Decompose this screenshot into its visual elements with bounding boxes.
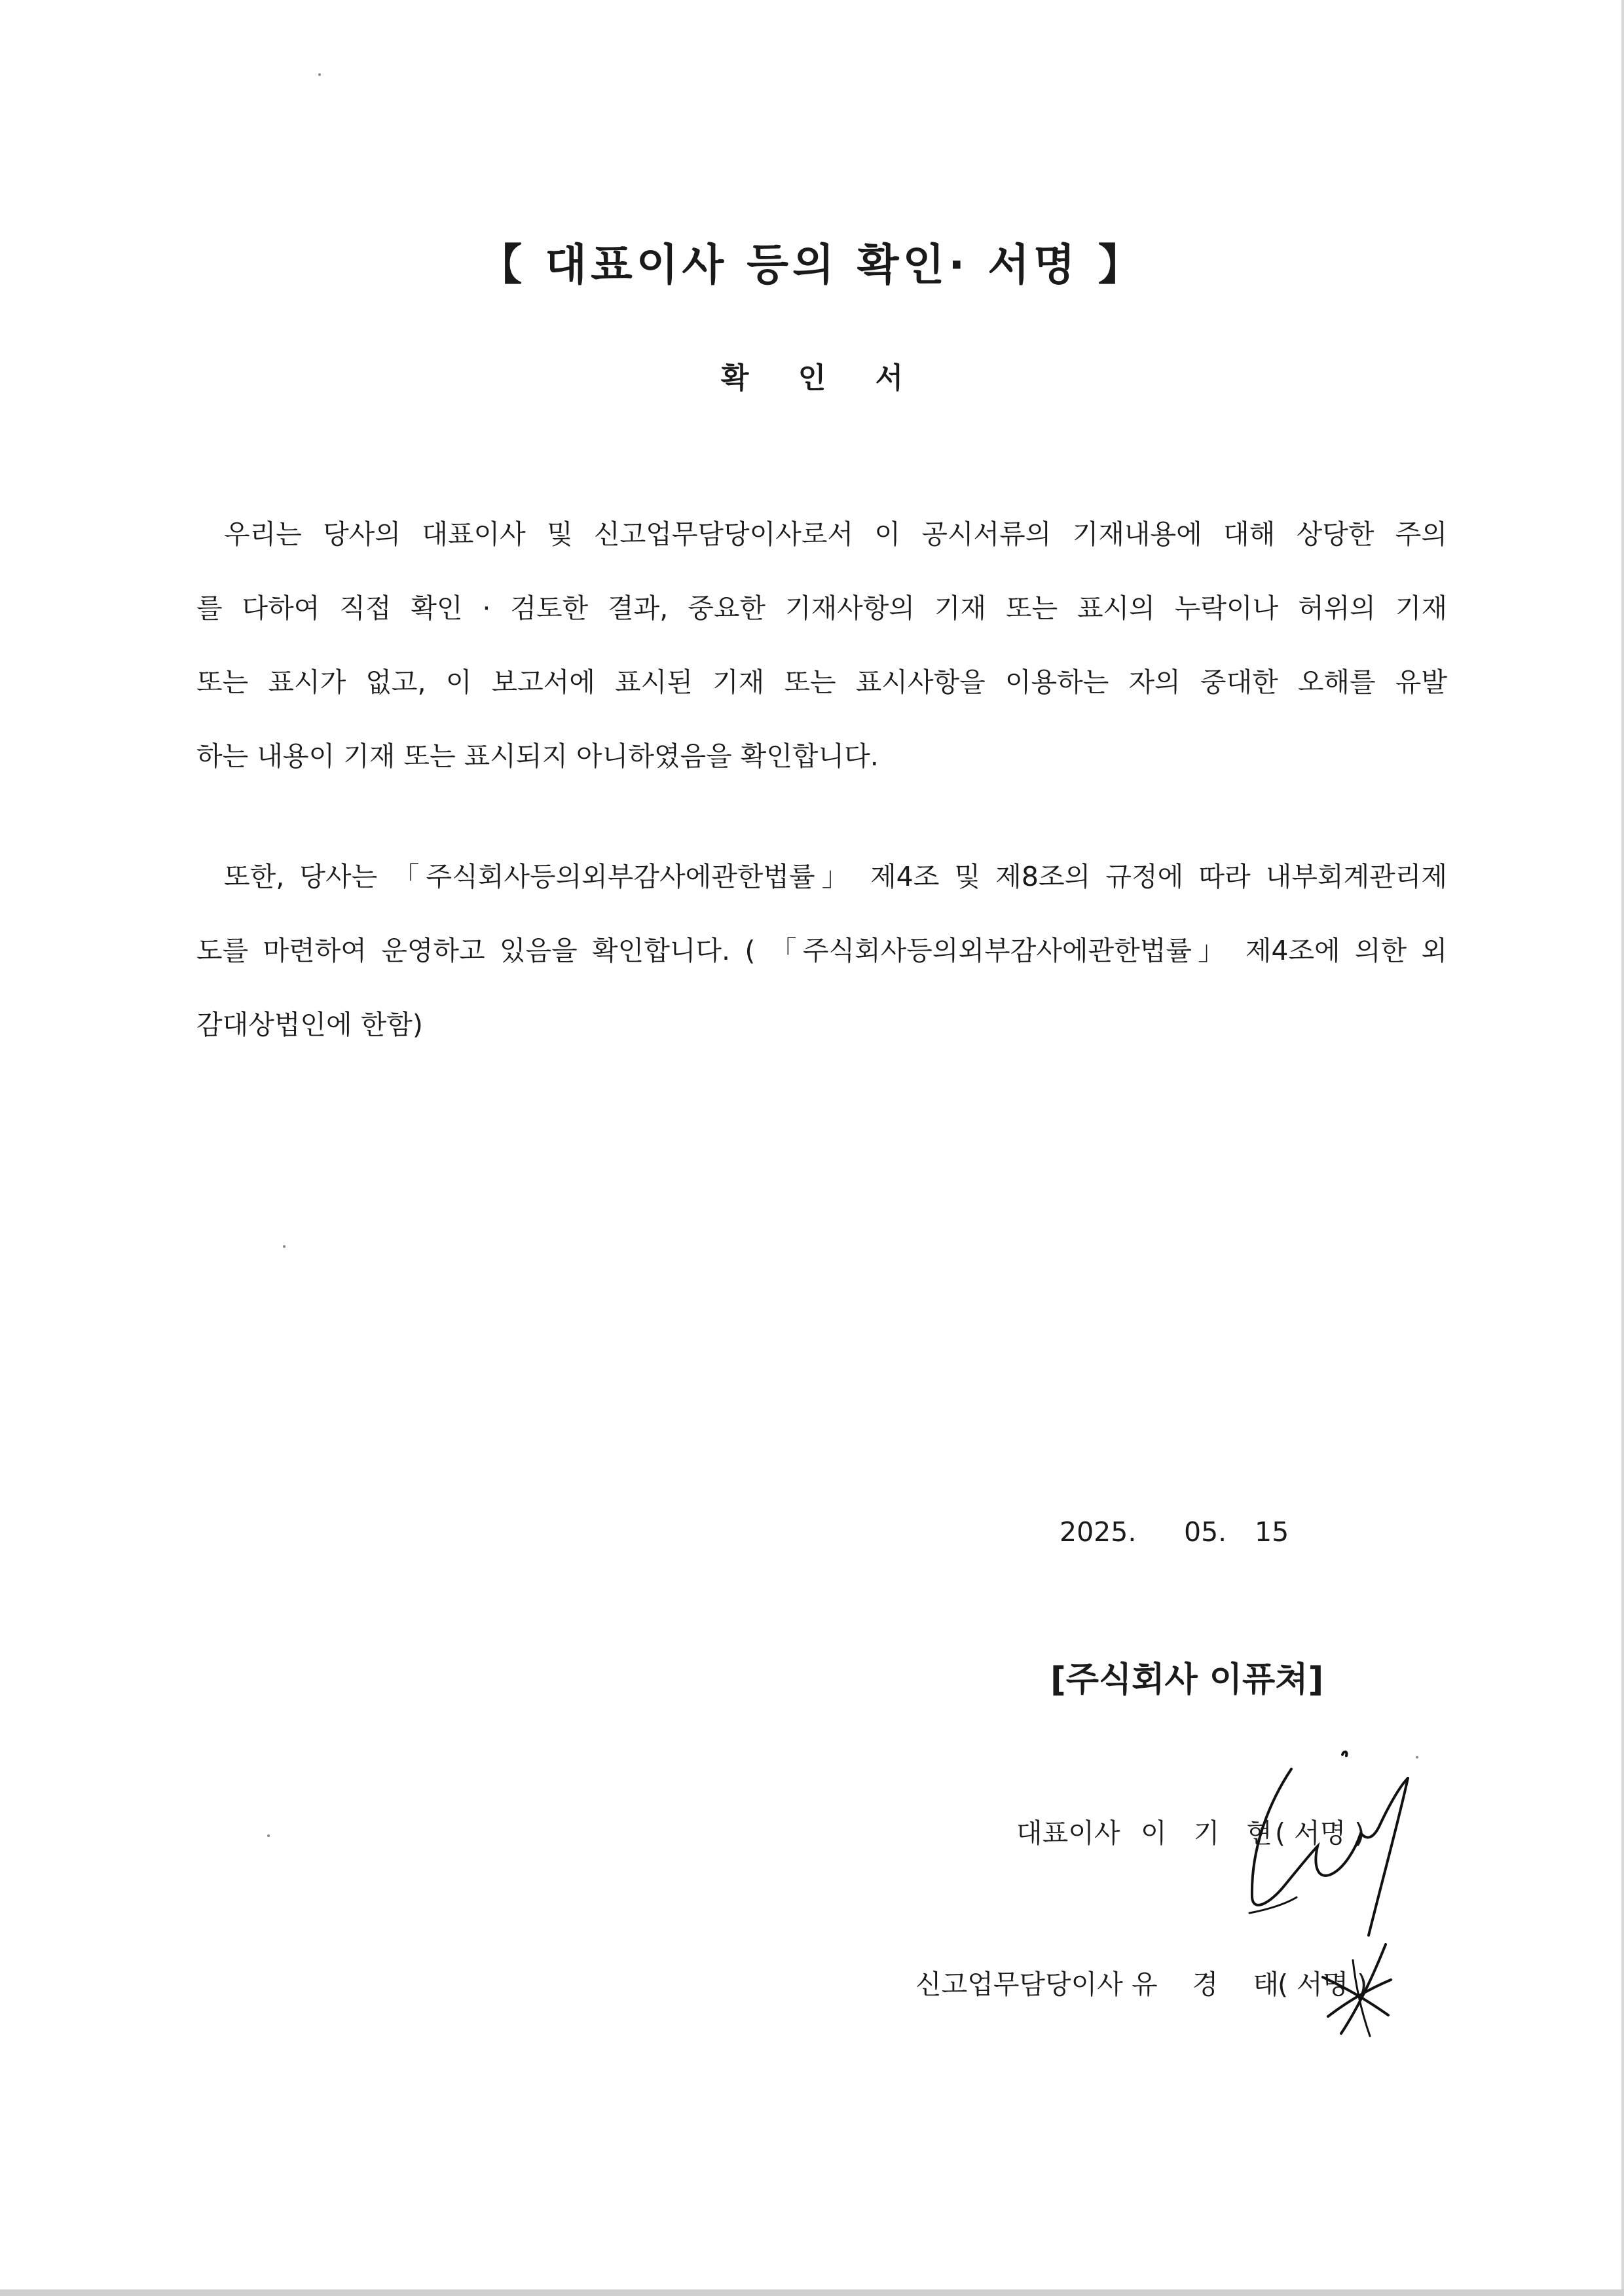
scan-edge-bottom [0,2289,1624,2296]
paragraph-line: 또한, 당사는 「주식회사등의외부감사에관한법률」 제4조 및 제8조의 규정에 따라 내부회계관리제 [224,861,1447,892]
scan-speck [283,1245,286,1248]
date-month: 05. [1184,1516,1227,1548]
paragraph-line: 또는 표시가 없고, 이 보고서에 표시된 기재 또는 표시사항을 이용하는 자의 중대한 오해를 유발 [196,666,1447,698]
paragraph-line: 도를 마련하여 운영하고 있음을 확인합니다. ( 「주식회사등의외부감사에관한법률」 제4조에 의한 외 [196,935,1447,966]
signer-name: 유 경 태 [1132,1969,1292,2000]
confirmation-paragraph [196,498,1447,793]
paragraph-line: 감대상법인에 한함) [196,1009,423,1040]
officer-handwritten-signature [1310,1931,1401,2043]
internal-control-paragraph [196,840,1447,1062]
main-title: 【 대표이사 등의 확인· 서명 】 [479,240,1145,290]
document-date [1060,1516,1289,1548]
signer-role: 대표이사 [1016,1817,1120,1849]
ceo-handwritten-signature [1244,1741,1480,1938]
signature-mark-label: ( 서명 ) [1278,1969,1368,2000]
scan-speck [267,1834,270,1837]
scan-edge-right [1621,0,1624,2296]
scan-speck [318,73,321,76]
paragraph-line: 우리는 당사의 대표이사 및 신고업무담당이사로서 이 공시서류의 기재내용에 대해 상당한 주의 [224,519,1447,550]
date-day: 15 [1255,1516,1289,1548]
company-name: [주식회사 이퓨쳐] [1050,1660,1324,1700]
paragraph-line: 를 다하여 직접 확인 · 검토한 결과, 중요한 기재사항의 기재 또는 표시의 누락이나 허위의 기재 [196,592,1447,624]
signature-mark-label: ( 서명 ) [1275,1817,1365,1849]
sub-title: 확 인 서 [720,361,923,395]
date-year: 2025. [1060,1516,1137,1548]
signer-role: 신고업무담당이사 [915,1969,1123,2000]
signer-name: 이 기 현 [1141,1817,1282,1849]
paragraph-line: 하는 내용이 기재 또는 표시되지 아니하였음을 확인합니다. [196,740,879,772]
